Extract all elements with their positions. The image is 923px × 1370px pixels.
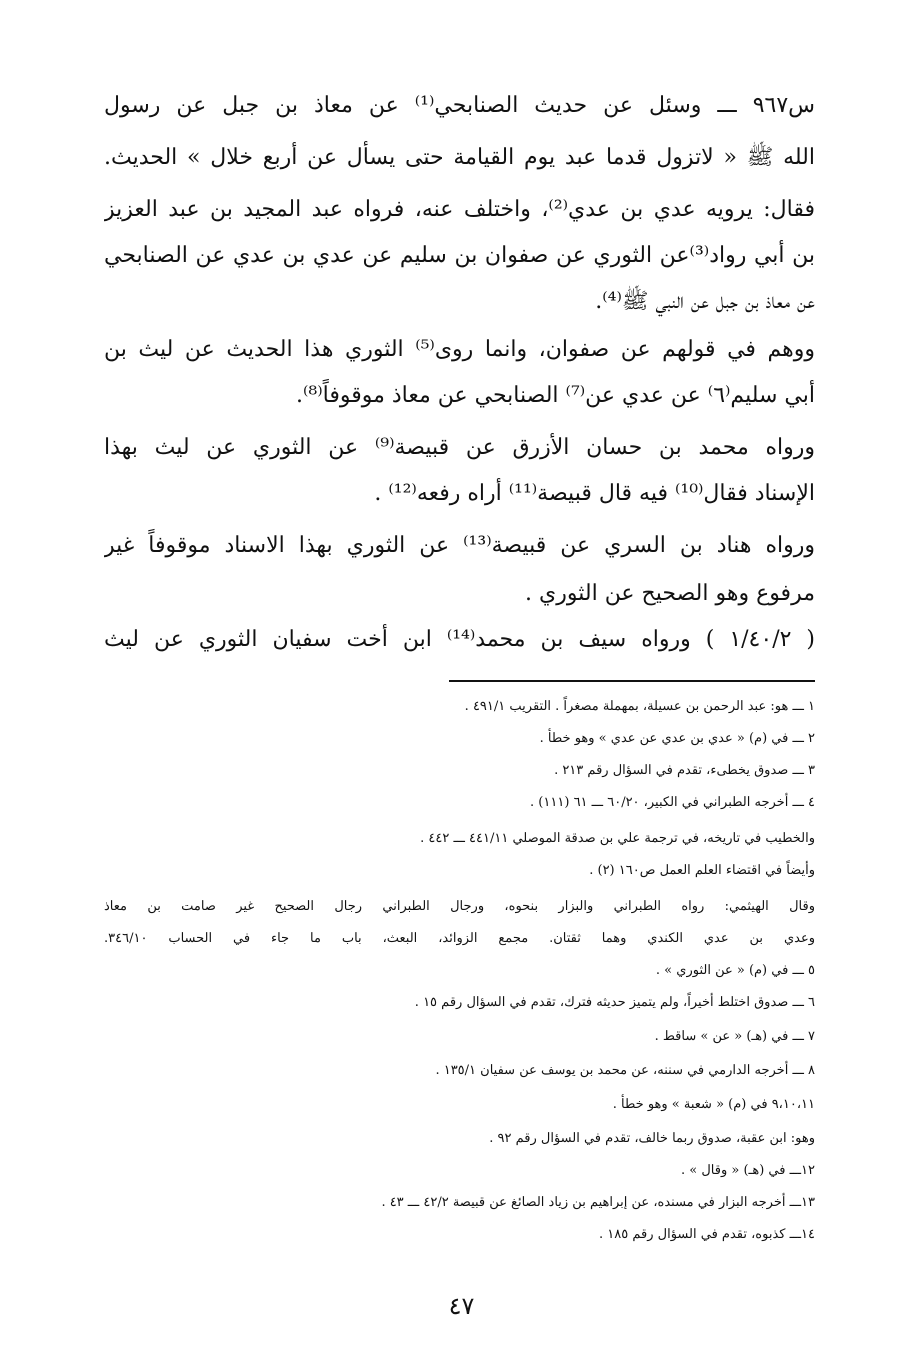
body-line-9: الإسناد فقال⁽¹⁰⁾ فيه قال قبيصة⁽¹¹⁾ أراه رفعه⁽¹²⁾ . <box>374 481 815 506</box>
body-line-6: ووهم في قولهم عن صفوان، وانما روى⁽⁵⁾ الثوري هذا الحديث عن ليث بن <box>104 337 815 362</box>
footnote-4: ٤ ـــ أخرجه الطبراني في الكبير، ٦٠/٢٠ ـــ ٦١ (١١١) . <box>530 795 815 810</box>
footnote-4-cont-1: والخطيب في تاريخه، في ترجمة علي بن صدقة الموصلي ٤٤١/١١ ـــ ٤٤٢ . <box>420 831 815 846</box>
body-line-1: س٩٦٧ ـــ وسئل عن حديث الصنابحي⁽¹⁾ عن معاذ بن جبل عن رسول <box>104 93 815 118</box>
footnote-3: ٣ ـــ صدوق يخطىء، تقدم في السؤال رقم ٢١٣ . <box>554 763 815 778</box>
body-line-3: فقال: يرويه عدي بن عدي⁽²⁾، واختلف عنه، فرواه عبد المجيد بن عبد العزيز <box>104 197 815 222</box>
footnote-8: ٨ ـــ أخرجه الدارمي في سننه، عن محمد بن يوسف عن سفيان ١٣٥/١ . <box>435 1063 815 1078</box>
body-line-10: ورواه هناد بن السري عن قبيصة⁽¹³⁾ عن الثوري بهذا الاسناد موقوفاً غير <box>104 533 815 558</box>
page-number: ٤٧ <box>448 1292 475 1320</box>
body-line-12: ( ١/٤٠/٢ ) ورواه سيف بن محمد⁽¹⁴⁾ ابن أخت سفيان الثوري عن ليث <box>104 627 815 652</box>
body-line-4: بن أبي رواد⁽³⁾عن الثوري عن صفوان بن سليم عن عدي بن عدي عن الصنابحي <box>104 243 815 268</box>
footnote-separator <box>449 680 815 682</box>
footnote-12: ١٢ـــ في (هـ) « وقال » . <box>681 1163 815 1178</box>
footnote-13: ١٣ـــ أخرجه البزار في مسنده، عن إبراهيم بن زياد الصائغ عن قبيصة ٤٢/٢ ـــ ٤٣ . <box>381 1195 815 1210</box>
footnote-6: ٦ ـــ صدوق اختلط أخيراً، ولم يتميز حديثه فترك، تقدم في السؤال رقم ١٥ . <box>414 995 815 1010</box>
body-line-8: ورواه محمد بن حسان الأزرق عن قبيصة⁽⁹⁾ عن الثوري عن ليث بهذا <box>104 435 815 460</box>
footnote-4-cont-4: وعدي بن عدي الكندي وهما ثقتان. مجمع الزوائد، البعث، باب ما جاء في الحساب ٣٤٦/١٠. <box>104 931 815 946</box>
footnote-1: ١ ـــ هو: عبد الرحمن بن عسيلة، بمهملة مصغراً . التقريب ٤٩١/١ . <box>464 699 815 714</box>
body-line-7: أبي سليم⁽٦⁾ عن عدي عن⁽⁷⁾ الصنابحي عن معاذ موقوفاً⁽⁸⁾. <box>296 383 815 408</box>
footnote-14: ١٤ـــ كذبوه، تقدم في السؤال رقم ١٨٥ . <box>599 1227 815 1242</box>
footnote-5: ٥ ـــ في (م) « عن الثوري » . <box>655 963 815 978</box>
footnote-7: ٧ ـــ في (هـ) « عن » ساقط . <box>654 1029 815 1044</box>
footnote-2: ٢ ـــ في (م) « عدي بن عدي عن عدي » وهو خطأ . <box>539 731 815 746</box>
body-line-5: عن معاذ بن جبل عن النبي ﷺ⁽⁴⁾. <box>595 289 815 314</box>
footnote-4-cont-3: وقال الهيثمي: رواه الطبراني والبزار بنحوه، ورجال الطبراني رجال الصحيح غير صامت بن معاذ <box>104 899 815 914</box>
body-line-11: مرفوع وهو الصحيح عن الثوري . <box>525 581 815 606</box>
footnote-9-11-cont: وهو: ابن عقبة، صدوق ربما خالف، تقدم في السؤال رقم ٩٢ . <box>489 1131 815 1146</box>
footnote-9-11: ٩،١٠،١١ في (م) « شعبة » وهو خطأ . <box>612 1097 815 1112</box>
footnote-4-cont-2: وأيضاً في اقتضاء العلم العمل ص١٦٠ (٢) . <box>589 863 815 878</box>
body-line-2: الله ﷺ « لاتزول قدما عبد يوم القيامة حتى يسأل عن أربع خلال » الحديث. <box>104 145 815 170</box>
